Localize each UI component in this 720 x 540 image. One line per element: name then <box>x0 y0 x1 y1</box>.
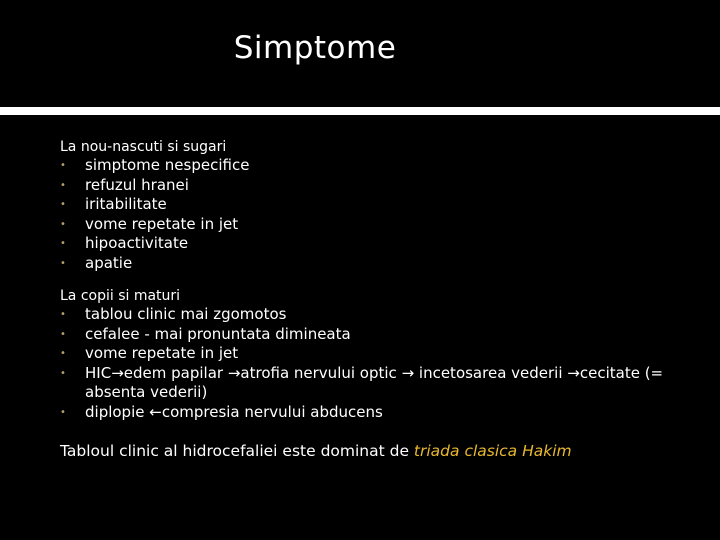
adult-symptom-list <box>60 305 680 422</box>
section-heading-newborns: La nou-nascuti si sugari <box>60 139 227 155</box>
newborn-symptom-list <box>60 156 680 273</box>
list-item: • apatie <box>60 253 133 272</box>
bullet-icon: • <box>60 257 66 269</box>
highlight-term: triada clasica Hakim <box>413 442 572 460</box>
arrow-right-icon: → <box>227 363 241 382</box>
slide-title: Simptome <box>233 30 397 66</box>
arrow-right-icon: → <box>401 363 415 382</box>
bullet-icon: • <box>60 367 66 379</box>
summary-statement: Tabloul clinic al hidrocefaliei este dominat de triada clasica Hakim <box>60 442 572 460</box>
list-item: • iritabilitate <box>60 195 167 213</box>
bullet-icon: • <box>60 406 66 418</box>
list-item: • HIC→edem papilar →atrofia nervului optic → incetosarea vederii →cecitate (= absenta vederii) <box>60 363 664 401</box>
bullet-icon: • <box>60 348 66 359</box>
bullet-icon: • <box>60 199 66 210</box>
bullet-icon: • <box>60 309 66 320</box>
arrow-left-icon: ← <box>149 402 162 421</box>
list-item: • diplopie ←compresia nervului abducens <box>60 402 383 421</box>
slide-content <box>60 138 680 462</box>
list-item: • vome repetate in jet <box>60 344 239 362</box>
bullet-icon: • <box>60 238 66 249</box>
bullet-icon: • <box>60 160 66 171</box>
list-item: • refuzul hranei <box>60 175 189 194</box>
bullet-icon: • <box>60 179 66 191</box>
section-heading-children-adults: La copii si maturi <box>60 288 181 304</box>
title-divider <box>0 107 720 115</box>
list-item: • vome repetate in jet <box>60 214 239 233</box>
arrow-right-icon: → <box>567 363 580 382</box>
bullet-icon: • <box>60 328 66 340</box>
bullet-icon: • <box>60 218 66 230</box>
list-item: • hipoactivitate <box>60 234 189 252</box>
list-item: • simptome nespecifice <box>60 156 250 174</box>
arrow-right-icon: → <box>111 363 124 382</box>
list-item: • cefalee - mai pronuntata dimineata <box>60 324 351 343</box>
list-item: • tablou clinic mai zgomotos <box>60 305 287 323</box>
